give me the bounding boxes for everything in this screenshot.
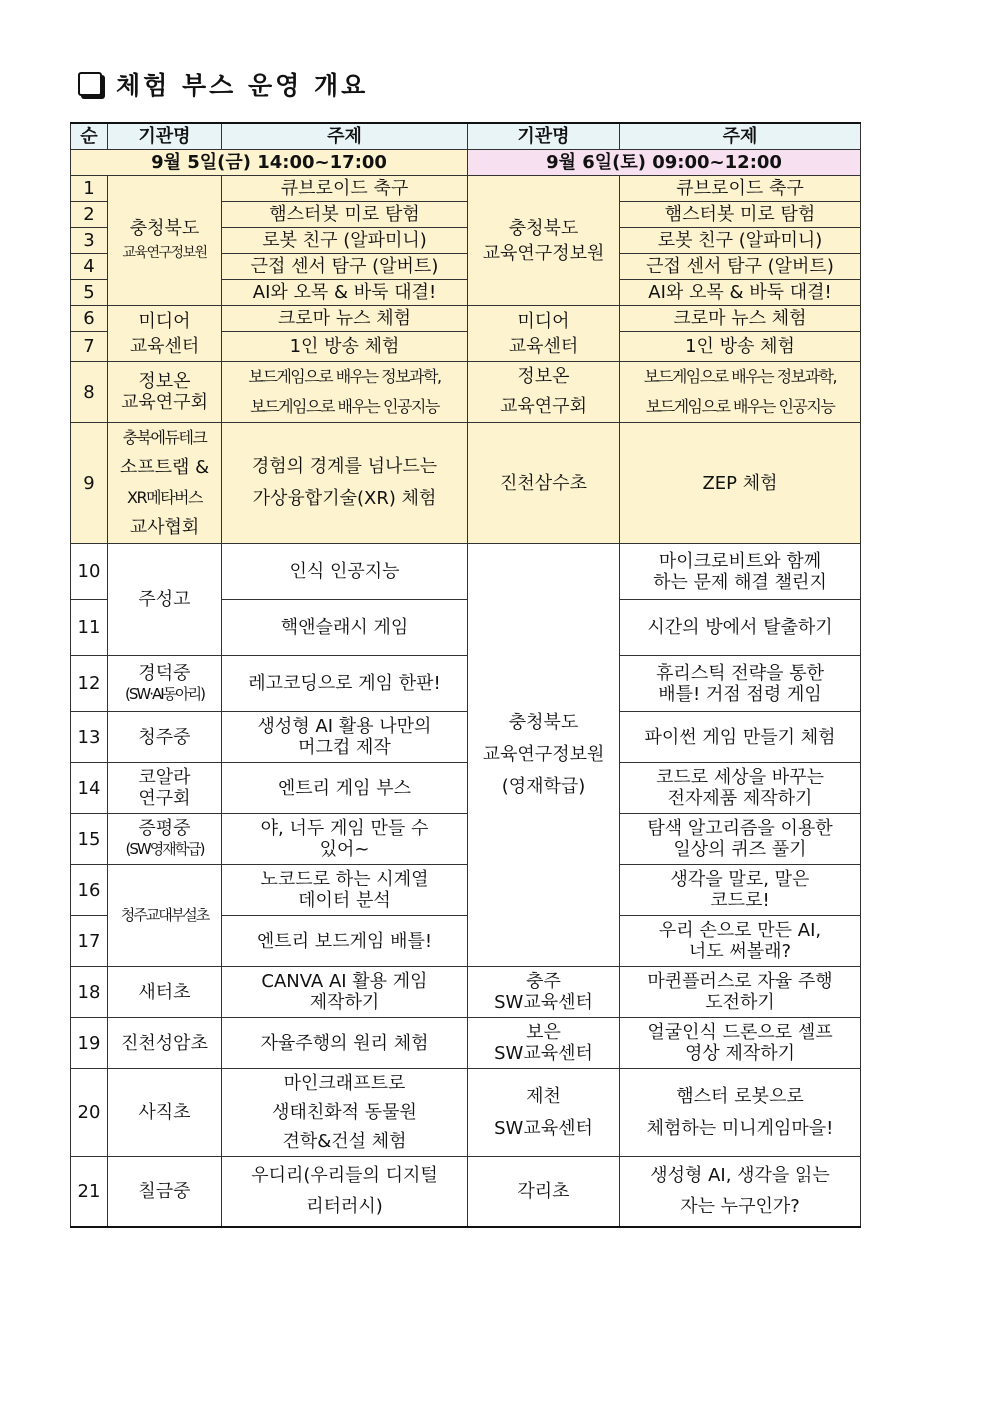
org2-line: 충청북도 [508,712,579,733]
org-cell [108,176,222,306]
row-no: 11 [71,600,108,656]
table-row [71,865,861,916]
row-no: 21 [71,1157,108,1227]
topic2-line: 생각을 말로, 말은 [670,869,810,890]
topic2-cell: 크로마 뉴스 체험 [620,306,861,332]
topic-cell [222,423,468,544]
row-no: 15 [71,814,108,865]
header-no: 순 [71,123,108,150]
topic2-cell: 시간의 방에서 탈출하기 [620,600,861,656]
header-topic-day2: 주제 [620,123,861,150]
topic2-line: 자는 누구인가? [680,1196,800,1218]
org-cell: 진천성암초 [108,1018,222,1069]
org-cell [108,814,222,865]
table-row [71,362,861,423]
row-no: 17 [71,916,108,967]
table-row [71,1018,861,1069]
row-no: 13 [71,712,108,763]
topic2-line: 생성형 AI, 생각을 읽는 [650,1165,830,1187]
topic-cell [222,814,468,865]
header-org: 기관명 [108,123,222,150]
topic2-cell [620,362,861,423]
topic2-line: 보드게임으로 배우는 정보과학, [643,367,837,386]
topic-cell: 로봇 친구 (알파미니) [222,228,468,254]
topic2-line: 탐색 알고리즘을 이용한 [647,818,833,839]
org2-cell [468,176,620,306]
org-line: 충북에듀테크 [122,428,207,447]
topic2-line: 배틀! 거점 점령 게임 [658,683,822,705]
org2-line: (영재학급) [501,776,586,797]
table-row [71,967,861,1018]
org-line: 충청북도 [129,217,200,239]
topic2-cell: 파이썬 게임 만들기 체험 [620,712,861,763]
topic2-line: 전자제품 제작하기 [667,788,813,809]
topic-line: 가상융합기술(XR) 체험 [252,488,437,509]
topic-cell [222,1069,468,1157]
table-header-row [71,123,861,150]
row-no: 4 [71,254,108,280]
topic-cell: 엔트리 보드게임 배틀! [222,916,468,967]
topic-line: 보드게임으로 배우는 정보과학, [248,367,441,386]
topic2-cell [620,763,861,814]
topic-line: 보드게임으로 배우는 인공지능 [250,397,439,416]
org-cell [108,362,222,423]
topic2-line: 얼굴인식 드론으로 셀프 [647,1022,833,1043]
table-row [71,1157,861,1227]
topic2-cell: 로봇 친구 (알파미니) [620,228,861,254]
topic2-cell [620,865,861,916]
org-cell [108,763,222,814]
topic-line: 데이터 분석 [298,890,391,911]
table-row [71,544,861,600]
org-cell [108,656,222,712]
org-line: 교육연구정보원 [122,244,207,261]
topic2-line: 일상의 퀴즈 풀기 [673,839,807,860]
org2-cell [468,362,620,423]
topic2-line: 너도 써볼래? [688,941,792,962]
topic2-cell [620,544,861,600]
table-row [71,763,861,814]
org2-line: 보은 [526,1022,561,1043]
topic-cell: 엔트리 게임 부스 [222,763,468,814]
org-cell [108,423,222,544]
header-org-day2: 기관명 [468,123,620,150]
topic2-cell [620,1157,861,1227]
org-line: 교사협회 [129,517,200,538]
row-no: 6 [71,306,108,332]
topic-line: 경험의 경계를 넘나드는 [251,456,438,477]
date-row [71,150,861,176]
row-no: 16 [71,865,108,916]
org2-line: 교육센터 [508,335,579,357]
org-line: 연구회 [138,788,191,809]
topic-cell [222,1157,468,1227]
topic2-line: 마이크로비트와 함께 [658,550,822,572]
topic-cell: AI와 오목 & 바둑 대결! [222,280,468,306]
booth-schedule-table [70,122,861,1228]
topic-line: 견학&건설 체험 [282,1131,407,1152]
topic-line: CANVA AI 활용 게임 [261,971,428,992]
row-no: 8 [71,362,108,423]
org-line: (SW영재학급) [125,840,204,858]
row-no: 20 [71,1069,108,1157]
topic-line: 노코드로 하는 시계열 [260,869,429,890]
org-line: 증평중 [138,818,191,839]
section-heading [78,66,368,102]
table-row [71,176,861,202]
topic2-line: 우리 손으로 만든 AI, [658,920,822,941]
topic2-line: 영상 제작하기 [684,1043,796,1064]
org2-line: 교육연구회 [500,396,587,417]
org2-cell [468,967,620,1018]
table-row [71,656,861,712]
org-cell: 칠금중 [108,1157,222,1227]
topic2-line: 하는 문제 해결 챌린지 [653,571,827,593]
table-row [71,712,861,763]
topic2-cell [620,1018,861,1069]
topic2-line: 도전하기 [705,992,775,1013]
page-title: 체험 부스 운영 개요 [116,71,369,100]
topic2-cell: 큐브로이드 축구 [620,176,861,202]
topic2-line: 휴리스틱 전략을 통한 [656,662,824,684]
topic2-cell [620,814,861,865]
topic-cell [222,967,468,1018]
date-day2: 9월 6일(토) 09:00~12:00 [468,150,861,176]
org-cell: 주성고 [108,544,222,656]
topic-line: 생태친화적 동물원 [272,1102,417,1123]
row-no: 12 [71,656,108,712]
row-no: 3 [71,228,108,254]
table-row [71,814,861,865]
topic2-cell [620,656,861,712]
topic-line: 마인크래프트로 [283,1073,406,1094]
org2-line: 충주 [526,971,561,992]
org-line: 미디어 [138,310,191,332]
topic-cell: 레고코딩으로 게임 한판! [222,656,468,712]
topic-cell: 근접 센서 탐구 (알버트) [222,254,468,280]
org-cell: 새터초 [108,967,222,1018]
org2-cell [468,1069,620,1157]
topic-line: 생성형 AI 활용 나만의 [257,716,432,737]
topic2-line: 체험하는 미니게임마을! [646,1117,834,1139]
org2-line: 정보온 [517,366,570,387]
topic2-cell: 근접 센서 탐구 (알버트) [620,254,861,280]
topic-cell: 인식 인공지능 [222,544,468,600]
table-row [71,423,861,544]
topic-line: 우디리(우리들의 디지털 [251,1165,438,1187]
topic-line: 머그컵 제작 [298,737,391,758]
row-no: 2 [71,202,108,228]
topic-line: 야, 너두 게임 만들 수 [260,818,429,839]
topic2-cell: ZEP 체험 [620,423,861,544]
header-topic: 주제 [222,123,468,150]
org-line: XR메타버스 [127,488,202,507]
org-line: (SW·AI동아리) [125,684,204,703]
row-no: 14 [71,763,108,814]
topic2-line: 마퀸플러스로 자율 주행 [647,971,833,992]
org2-line: 교육연구정보원 [482,744,605,765]
topic2-cell [620,967,861,1018]
org2-line: SW교육센터 [494,992,593,1013]
topic-cell [222,865,468,916]
org2-line: 제천 [526,1085,561,1107]
org2-cell: 각리초 [468,1157,620,1227]
org-line: 경덕중 [138,662,191,684]
topic2-line: 코드로 세상을 바꾸는 [656,767,824,788]
org2-cell [468,1018,620,1069]
topic2-line: 코드로! [710,890,770,911]
topic-cell [222,712,468,763]
topic-cell: 크로마 뉴스 체험 [222,306,468,332]
org2-line: SW교육센터 [494,1043,593,1064]
org-cell [108,306,222,362]
topic-cell: 1인 방송 체험 [222,332,468,362]
row-no: 10 [71,544,108,600]
org2-cell: 진천삼수초 [468,423,620,544]
row-no: 1 [71,176,108,202]
row-no: 19 [71,1018,108,1069]
topic2-cell: 1인 방송 체험 [620,332,861,362]
topic-line: 제작하기 [309,992,380,1013]
topic-line: 리터러시) [306,1196,383,1218]
org-cell: 사직초 [108,1069,222,1157]
org-line: 정보온 [138,371,191,392]
topic-line: 있어~ [319,839,370,860]
row-no: 5 [71,280,108,306]
org2-cell [468,306,620,362]
topic-cell: 햄스터봇 미로 탐험 [222,202,468,228]
org2-line: 교육연구정보원 [482,242,605,264]
table-row [71,306,861,332]
org-line: 교육센터 [129,335,200,357]
topic-cell: 큐브로이드 축구 [222,176,468,202]
topic2-cell: AI와 오목 & 바둑 대결! [620,280,861,306]
topic2-line: 햄스터 로봇으로 [676,1085,804,1107]
org2-cell [468,544,620,967]
org-cell: 청주중 [108,712,222,763]
org-line: 교육연구회 [121,392,208,413]
org2-line: SW교육센터 [494,1117,593,1139]
topic-cell: 핵앤슬래시 게임 [222,600,468,656]
org2-line: 미디어 [517,310,570,332]
org2-line: 충청북도 [508,217,579,239]
topic2-cell [620,916,861,967]
topic-cell [222,362,468,423]
row-no: 9 [71,423,108,544]
org-cell: 청주교대부설초 [108,865,222,967]
row-no: 18 [71,967,108,1018]
table-row [71,1069,861,1157]
topic2-cell: 햄스터봇 미로 탐험 [620,202,861,228]
date-day1: 9월 5일(금) 14:00~17:00 [71,150,468,176]
topic2-cell [620,1069,861,1157]
row-no: 7 [71,332,108,362]
topic2-line: 보드게임으로 배우는 인공지능 [645,397,835,416]
checkbox-square-icon [78,72,102,96]
org-line: 소프트랩 & [119,457,210,478]
org-line: 코알라 [138,767,191,788]
topic-cell: 자율주행의 원리 체험 [222,1018,468,1069]
